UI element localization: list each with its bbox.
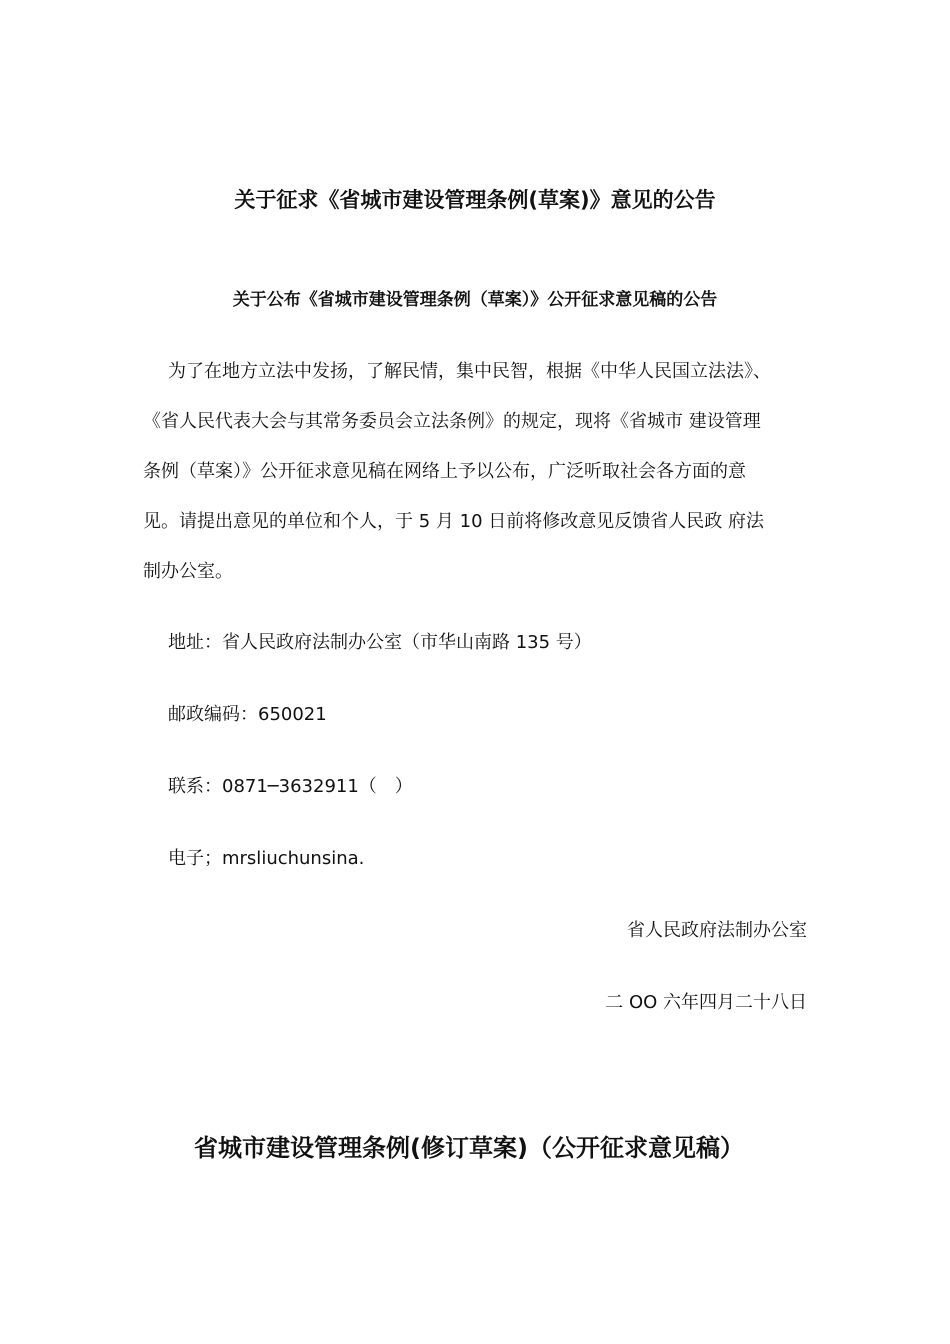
paragraph-line: 制办公室。	[143, 561, 233, 582]
paragraph-line: 见。请提出意见的单位和个人，于 5 月 10 日前将修改意见反馈省人民政 府法	[143, 511, 764, 532]
email-line: 电子；mrsliuchunsina.	[168, 848, 365, 869]
paragraph-line: 为了在地方立法中发扬，了解民情，集中民智，根据《中华人民国立法法》、	[168, 361, 771, 382]
regulation-title: 省城市建设管理条例(修订草案)（公开征求意见稿）	[194, 1134, 744, 1162]
main-title: 关于征求《省城市建设管理条例(草案)》意见的公告	[234, 188, 716, 212]
contact-line: 联系：0871─3632911（ ）	[168, 776, 413, 797]
postcode-line: 邮政编码：650021	[168, 704, 327, 725]
signature: 省人民政府法制办公室	[627, 920, 807, 941]
sub-title: 关于公布《省城市建设管理条例（草案）》公开征求意见稿的公告	[232, 290, 718, 310]
paragraph-line: 条例（草案）》公开征求意见稿在网络上予以公布，广泛听取社会各方面的意	[143, 461, 746, 482]
date-line: 二 OO 六年四月二十八日	[605, 992, 807, 1013]
address-line: 地址：省人民政府法制办公室（市华山南路 135 号）	[168, 632, 592, 653]
paragraph-line: 《省人民代表大会与其常务委员会立法条例》的规定，现将《省城市 建设管理	[143, 411, 761, 432]
